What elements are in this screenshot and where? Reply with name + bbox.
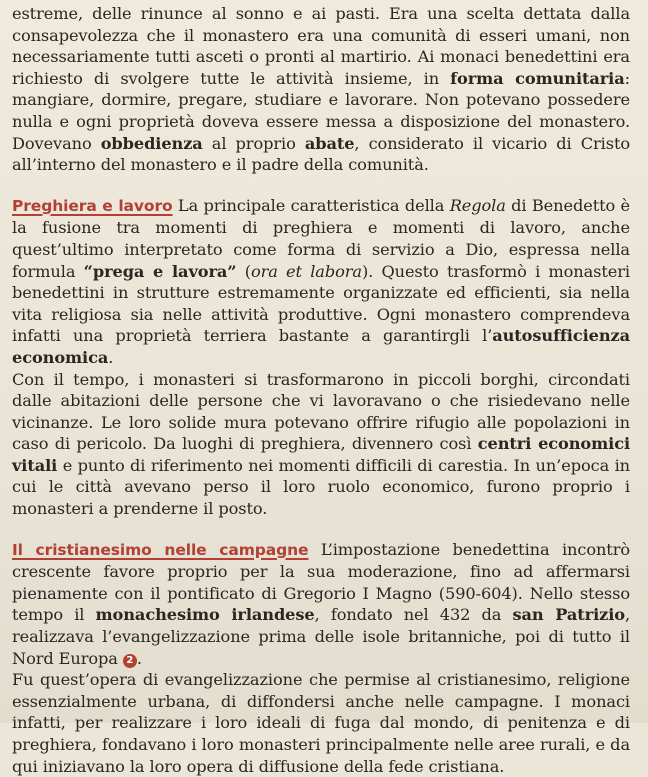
bold-term: autosufficienza economica bbox=[12, 326, 630, 367]
bold-term: forma comunitaria bbox=[450, 68, 625, 88]
bold-term: monachesimo irlandese bbox=[95, 605, 315, 625]
paragraph-text: Con il tempo, i monasteri si trasformarono in piccoli borghi, circondati dalle abitazioni delle persone che vi lavoravano o che risiedevano nelle vicinanze. Le loro solide mura potevano offrire rifugio alle popolazioni in caso di pericolo. Da luoghi di preghiera, divennero così centri economici vitali e punto di riferimento nei momenti difficili di carestia. In un’epoca in cui le città avevano perso il loro ruolo economico, furono proprio i monasteri a prenderne il posto. bbox=[12, 369, 630, 519]
section-heading: Preghiera e lavoro bbox=[12, 196, 173, 215]
section-cristianesimo-campagne bbox=[12, 539, 630, 777]
section-heading: Il cristianesimo nelle campagne bbox=[12, 540, 309, 559]
bold-term: obbedienza bbox=[100, 133, 203, 153]
bold-term: “prega e lavora” bbox=[83, 261, 237, 281]
paragraph-text: Il cristianesimo nelle campagne L’impostazione benedettina incontrò crescente favore proprio per la sua moderazione, fino ad affermarsi pienamente con il pontificato di Gregorio I Magno (590-604). Nello stesso tempo il monachesimo irlandese, fondato nel 432 da san Patrizio, realizzava l’evangelizzazione prima delle isole britanniche, poi di tutto il Nord Europa 2 . bbox=[12, 539, 631, 668]
paragraph-text: estreme, delle rinunce al sonno e ai pasti. Era una scelta dettata dalla consapevolezza che il monastero era una comunità di esseri umani, non necessariamente tutti asceti o pronti al martirio. Ai monaci benedettini era richiesto di svolgere tutte le attività insieme, in forma comunitaria: mangiare, dormire, pregare, studiare e lavorare. Non potevano possedere nulla e ogni proprietà doveva essere messa a disposizione del monastero. Dovevano obbedienza al proprio abate, considerato il vicario di Cristo all’interno del monastero e il padre della comunità. bbox=[12, 4, 630, 175]
section-preghiera-e-lavoro bbox=[12, 195, 630, 520]
paragraph-text: Preghiera e lavoro La principale caratteristica della Regola di Benedetto è la fusione tra momenti di preghiera e momenti di lavoro, anche quest’ultimo interpretato come forma di servizio a Dio, espressa nella formula “prega e lavora” (ora et labora). Questo trasformò i monasteri benedettini in strutture estremamente organizzate ed efficienti, sia nella vita religiosa sia nelle attività produttive. Ogni monastero comprendeva infatti una proprietà terriera bastante a garantirgli l’autosufficienza economica. bbox=[12, 195, 631, 367]
figure-reference-marker: 2 bbox=[123, 654, 137, 668]
paragraph-text: Fu quest’opera di evangelizzazione che permise al cristianesimo, religione essenzialmente urbana, di diffondersi anche nelle campagne. I monaci infatti, per realizzare i loro ideali di fuga dal mondo, di penitenza e di preghiera, fondavano i loro monasteri principalmente nelle aree rurali, e da qui iniziavano la loro opera di diffusione della fede cristiana. bbox=[12, 670, 630, 776]
bold-term: centri economici vitali bbox=[12, 434, 630, 475]
bold-term: san Patrizio bbox=[512, 605, 625, 625]
paragraph-monastic-life bbox=[12, 3, 630, 176]
bold-term: abate bbox=[304, 133, 355, 153]
